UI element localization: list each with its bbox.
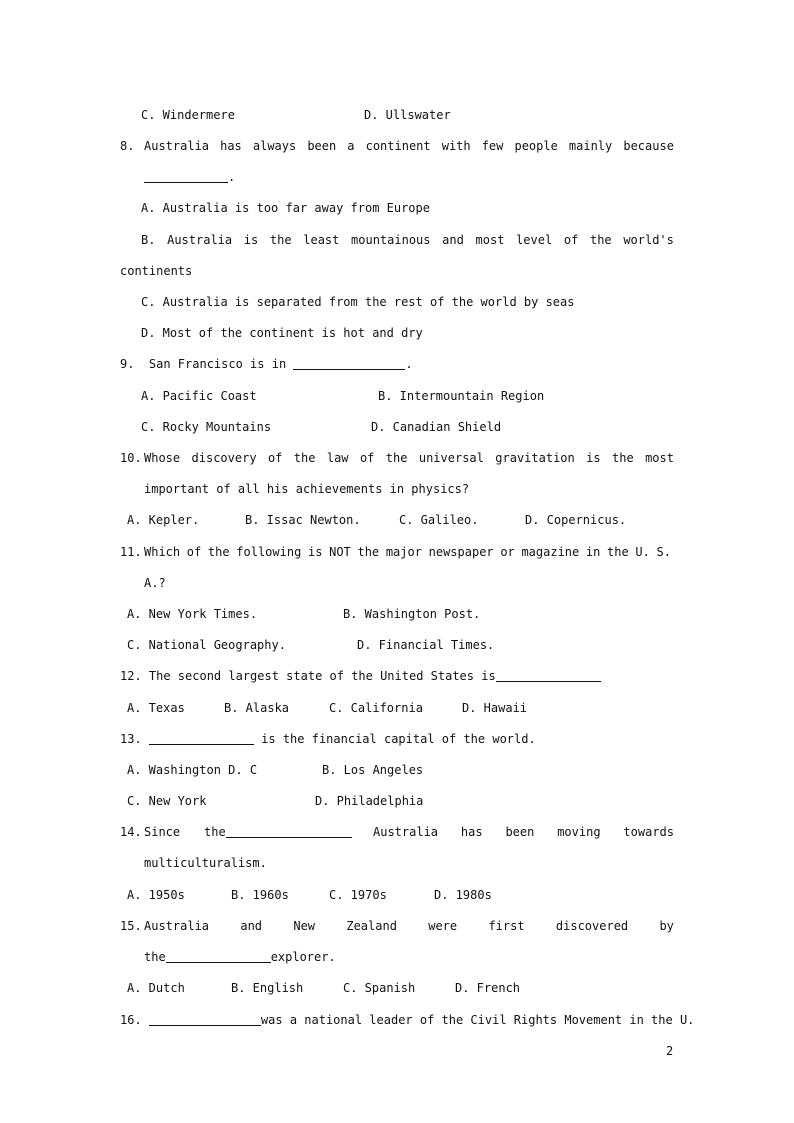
word: is <box>586 451 601 465</box>
q9-tail: . <box>405 357 413 371</box>
word: and <box>442 233 464 247</box>
word: the <box>607 545 629 559</box>
word: B. <box>141 233 156 247</box>
q14-word-since: Since <box>144 825 181 839</box>
q14-option-d: D. 1980s <box>434 888 492 902</box>
q11-option-d: D. Financial Times. <box>357 638 495 652</box>
q13-number: 13. <box>120 732 142 746</box>
q13-option-b: B. Los Angeles <box>322 763 424 777</box>
q14-the-blank <box>204 824 352 840</box>
word: world's <box>623 233 674 247</box>
q14-question-continued: multiculturalism. <box>144 856 267 870</box>
word: the <box>612 451 634 465</box>
answer-blank[interactable] <box>144 170 228 183</box>
word: in <box>585 545 601 559</box>
word: S. <box>656 545 671 559</box>
word: newspaper <box>428 545 494 559</box>
word: were <box>428 919 458 933</box>
q8-number: 8. <box>120 139 135 153</box>
answer-blank[interactable] <box>293 357 405 370</box>
word: or <box>500 545 515 559</box>
q16-number: 16. <box>120 1013 142 1027</box>
q10-question-line <box>144 450 674 466</box>
word: discovered <box>555 919 629 933</box>
q13-option-c: C. New York <box>127 794 207 808</box>
q8-tail: . <box>228 170 236 184</box>
word: continent <box>365 139 431 153</box>
word: magazine <box>521 545 580 559</box>
page-number: 2 <box>666 1044 674 1058</box>
q12-option-b: B. Alaska <box>224 701 290 715</box>
word: law <box>326 451 349 465</box>
q15-question-continued <box>144 949 336 965</box>
word: few <box>481 139 504 153</box>
q9-option-c: C. Rocky Mountains <box>141 420 272 434</box>
q14-option-a: A. 1950s <box>127 888 185 902</box>
q12-question <box>120 668 601 684</box>
word: has <box>460 825 483 839</box>
q10-option-d: D. Copernicus. <box>525 513 627 527</box>
q14-number: 14. <box>120 825 142 839</box>
word: of <box>186 545 202 559</box>
q15-option-b: B. English <box>231 981 304 995</box>
q10-option-b: B. Issac Newton. <box>245 513 361 527</box>
word: least <box>303 233 340 247</box>
word: New <box>293 919 316 933</box>
word: by <box>659 919 674 933</box>
word: NOT <box>329 545 351 559</box>
q13-option-a: A. Washington D. C <box>127 763 258 777</box>
word: major <box>385 545 422 559</box>
word: has <box>220 139 242 153</box>
word: towards <box>623 825 674 839</box>
q15-option-d: D. French <box>455 981 521 995</box>
word: of <box>267 451 283 465</box>
q16-question <box>120 1012 694 1028</box>
q11-option-c: C. National Geography. <box>127 638 286 652</box>
word: U. <box>635 545 650 559</box>
word: is <box>243 233 259 247</box>
q12-option-c: C. California <box>329 701 423 715</box>
q15-question-line <box>144 918 674 934</box>
word: of <box>359 451 375 465</box>
q15-the: the <box>144 950 166 964</box>
q9-option-b: B. Intermountain Region <box>378 389 545 403</box>
q14-option-c: C. 1970s <box>329 888 387 902</box>
q14-word-the: the <box>204 825 226 839</box>
word: been <box>505 825 535 839</box>
answer-blank[interactable] <box>226 825 352 838</box>
answer-blank[interactable] <box>149 1013 261 1026</box>
word: with <box>441 139 471 153</box>
q9-option-a: A. Pacific Coast <box>141 389 257 403</box>
q7-option-d: D. Ullswater <box>364 108 451 122</box>
word: of <box>563 233 579 247</box>
word: moving <box>557 825 601 839</box>
q15-explorer: explorer. <box>270 950 336 964</box>
word: a <box>347 139 355 153</box>
q13-question <box>120 731 536 747</box>
word: Whose <box>144 451 181 465</box>
answer-blank[interactable] <box>166 950 271 963</box>
word: Australia <box>373 825 439 839</box>
word: Australia <box>144 139 210 153</box>
answer-blank[interactable] <box>149 732 254 745</box>
word: the <box>269 233 292 247</box>
q13-text: is the financial capital of the world. <box>261 732 536 746</box>
word: the <box>293 451 316 465</box>
q14-question-rest <box>373 824 674 840</box>
word: the <box>589 233 612 247</box>
answer-blank[interactable] <box>496 669 601 682</box>
q7-option-c: C. Windermere <box>141 108 235 122</box>
q10-number: 10. <box>120 451 142 465</box>
word: most <box>475 233 505 247</box>
word: the <box>207 545 230 559</box>
q11-number: 11. <box>120 545 142 559</box>
q8-question-line <box>144 138 674 154</box>
word: because <box>623 139 674 153</box>
word: level <box>516 233 553 247</box>
q14-option-b: B. 1960s <box>231 888 289 902</box>
word: first <box>488 919 525 933</box>
word: Australia <box>167 233 233 247</box>
word: is <box>307 545 323 559</box>
q8-option-d: D. Most of the continent is hot and dry <box>141 326 423 340</box>
word: discovery <box>191 451 257 465</box>
word: gravitation <box>495 451 575 465</box>
q12-option-d: D. Hawaii <box>462 701 528 715</box>
q15-number: 15. <box>120 919 142 933</box>
word: always <box>252 139 297 153</box>
q9-text: 9. San Francisco is in <box>120 357 287 371</box>
q10-option-a: A. Kepler. <box>127 513 200 527</box>
q8-answer-line <box>144 169 235 185</box>
word: been <box>307 139 337 153</box>
q8-option-b <box>141 232 674 248</box>
q8-option-b-continued: continents <box>120 264 193 278</box>
word: Which <box>144 545 181 559</box>
word: most <box>645 451 674 465</box>
q13-option-d: D. Philadelphia <box>315 794 424 808</box>
q15-option-a: A. Dutch <box>127 981 185 995</box>
word: people <box>514 139 558 153</box>
q15-option-c: C. Spanish <box>343 981 416 995</box>
q11-option-b: B. Washington Post. <box>343 607 481 621</box>
word: mainly <box>568 139 613 153</box>
word: mountainous <box>351 233 431 247</box>
word: and <box>240 919 263 933</box>
q11-question-continued: A.? <box>144 576 166 590</box>
word: Australia <box>144 919 210 933</box>
word: universal <box>418 451 484 465</box>
word: Zealand <box>346 919 397 933</box>
word: the <box>385 451 408 465</box>
q10-option-c: C. Galileo. <box>399 513 479 527</box>
q11-option-a: A. New York Times. <box>127 607 258 621</box>
q8-option-a: A. Australia is too far away from Europe <box>141 201 430 215</box>
q12-text: 12. The second largest state of the United States is <box>120 669 496 683</box>
q8-option-c: C. Australia is separated from the rest of the world by seas <box>141 295 575 309</box>
word: the <box>357 545 380 559</box>
word: following <box>236 545 302 559</box>
q12-option-a: A. Texas <box>127 701 185 715</box>
q9-question <box>120 356 413 372</box>
q11-question-line <box>144 544 671 560</box>
q9-option-d: D. Canadian Shield <box>371 420 502 434</box>
q16-text: was a national leader of the Civil Rights Movement in the U. <box>260 1013 695 1027</box>
q10-question-continued: important of all his achievements in physics? <box>144 482 470 496</box>
